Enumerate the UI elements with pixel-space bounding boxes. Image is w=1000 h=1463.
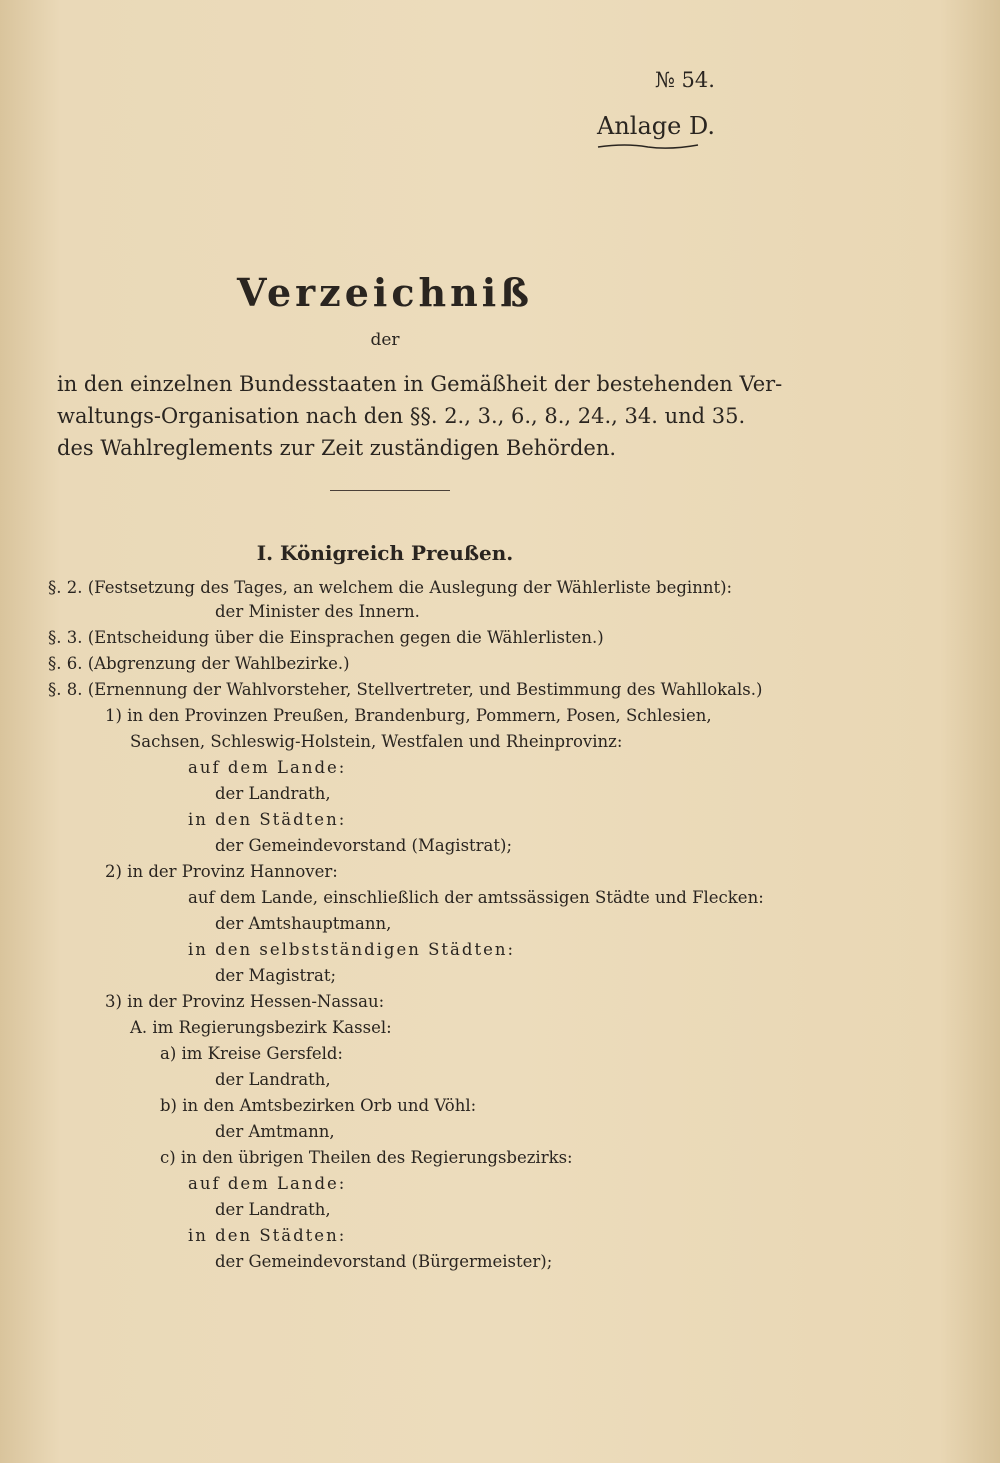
paragraph-line: der Landrath,: [215, 784, 331, 803]
paragraph-line: der Landrath,: [215, 1200, 331, 1219]
divider-rule: [330, 490, 450, 491]
paragraph-line: der Minister des Innern.: [215, 602, 420, 621]
paragraph-line: der Gemeindevorstand (Bürgermeister);: [215, 1252, 553, 1271]
paragraph-line: A. im Regierungsbezirk Kassel:: [130, 1018, 392, 1037]
paragraph-line: 1) in den Provinzen Preußen, Brandenburg, Pommern, Posen, Schlesien,: [105, 706, 712, 725]
paragraph-line: der Amtmann,: [215, 1122, 335, 1141]
appendix-underline-flourish: [596, 142, 700, 150]
paragraph-line: auf dem Lande:: [188, 758, 347, 777]
paragraph-line: der Magistrat;: [215, 966, 337, 985]
paragraph-line: 3) in der Provinz Hessen-Nassau:: [105, 992, 385, 1011]
paragraph-line: der Gemeindevorstand (Magistrat);: [215, 836, 513, 855]
intro-line-3: des Wahlreglements zur Zeit zuständigen Behörden.: [57, 436, 617, 460]
intro-line-2: waltungs-Organisation nach den §§. 2., 3., 6., 8., 24., 34. und 35.: [57, 404, 746, 428]
paragraph-line: a) im Kreise Gersfeld:: [160, 1044, 343, 1063]
paragraph-line: in den selbstständigen Städten:: [188, 940, 516, 959]
paragraph-line: auf dem Lande:: [188, 1174, 347, 1193]
intro-line-1: in den einzelnen Bundesstaaten in Gemäßheit der bestehenden Ver-: [57, 372, 783, 396]
paragraph-line: der Landrath,: [215, 1070, 331, 1089]
paragraph-line: Sachsen, Schleswig-Holstein, Westfalen und Rheinprovinz:: [130, 732, 623, 751]
paragraph-line: §. 3. (Entscheidung über die Einsprachen gegen die Wählerlisten.): [48, 628, 604, 647]
paragraph-line: b) in den Amtsbezirken Orb und Vöhl:: [160, 1096, 477, 1115]
paragraph-line: 2) in der Provinz Hannover:: [105, 862, 338, 881]
document-subtitle: der: [370, 330, 400, 350]
paragraph-line: c) in den übrigen Theilen des Regierungsbezirks:: [160, 1148, 573, 1167]
paragraph-line: §. 8. (Ernennung der Wahlvorsteher, Stellvertreter, und Bestimmung des Wahllokals.): [48, 680, 763, 699]
paragraph-line: auf dem Lande, einschließlich der amtssässigen Städte und Flecken:: [188, 888, 764, 907]
section-heading: I. Königreich Preußen.: [256, 541, 514, 565]
paragraph-line: §. 2. (Festsetzung des Tages, an welchem die Auslegung der Wählerliste beginnt):: [48, 578, 733, 597]
paragraph-line: in den Städten:: [188, 1226, 347, 1245]
paragraph-line: der Amtshauptmann,: [215, 914, 392, 933]
paragraph-line: §. 6. (Abgrenzung der Wahlbezirke.): [48, 654, 350, 673]
paragraph-line: in den Städten:: [188, 810, 347, 829]
document-title: Verzeichniß: [236, 270, 534, 315]
appendix-label: Anlage D.: [597, 112, 715, 140]
page-number: № 54.: [655, 68, 715, 92]
